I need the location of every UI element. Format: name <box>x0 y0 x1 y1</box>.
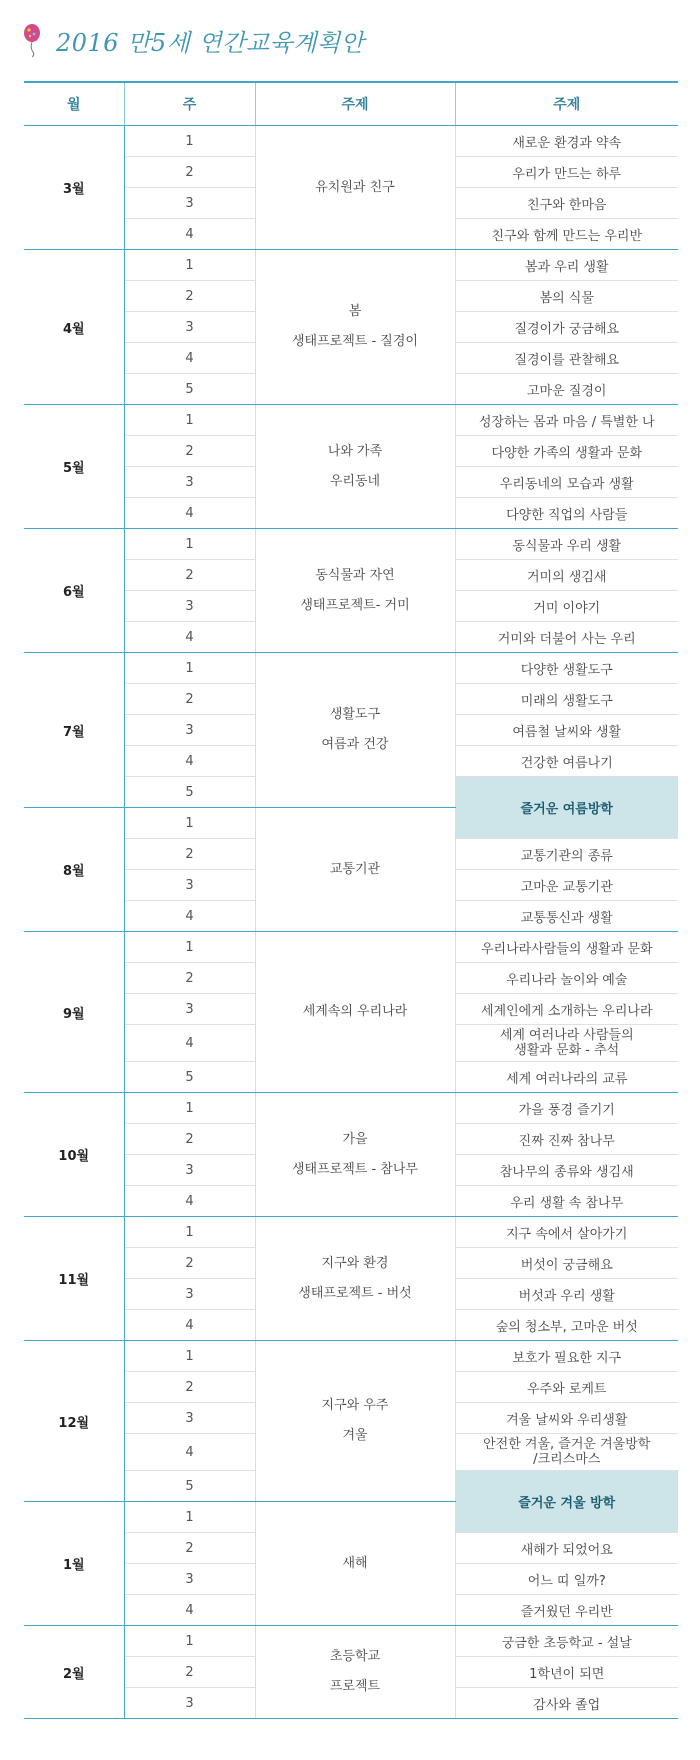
theme-cell <box>255 1217 455 1341</box>
topic-cell: 건강한 여름나기 <box>455 746 678 777</box>
topic-cell: 버섯과 우리 생활 <box>455 1279 678 1310</box>
topic-cell: 1학년이 되면 <box>455 1657 678 1688</box>
week-cell: 3 <box>124 1155 255 1186</box>
week-cell: 3 <box>124 591 255 622</box>
table-body <box>24 126 678 1719</box>
week-cell: 2 <box>124 839 255 870</box>
week-cell: 1 <box>124 250 255 281</box>
vacation-topic-cell: 즐거운 여름방학 <box>455 777 678 839</box>
month-cell: 6월 <box>24 529 124 653</box>
topic-cell: 어느 띠 일까? <box>455 1564 678 1595</box>
week-cell: 2 <box>124 560 255 591</box>
topic-cell: 봄의 식물 <box>455 281 678 312</box>
theme-cell <box>255 1626 455 1719</box>
topic-cell: 세계인에게 소개하는 우리나라 <box>455 994 678 1025</box>
theme-line: 우리동네 <box>329 473 381 489</box>
topic-cell: 여름철 날씨와 생활 <box>455 715 678 746</box>
week-cell: 4 <box>124 746 255 777</box>
topic-line: /크리스마스 <box>533 1452 601 1467</box>
week-cell: 3 <box>124 870 255 901</box>
table-row <box>24 1341 678 1372</box>
week-cell: 1 <box>124 932 255 963</box>
page-header <box>20 20 364 60</box>
week-cell: 3 <box>124 994 255 1025</box>
topic-cell: 궁금한 초등학교 - 설날 <box>455 1626 678 1657</box>
annual-plan-table <box>24 81 678 1719</box>
topic-cell: 우리동네의 모습과 생활 <box>455 467 678 498</box>
week-cell: 4 <box>124 498 255 529</box>
table-header-row <box>24 82 678 126</box>
week-cell: 4 <box>124 1595 255 1626</box>
topic-cell: 친구와 한마음 <box>455 188 678 219</box>
topic-cell: 고마운 교통기관 <box>455 870 678 901</box>
week-cell: 1 <box>124 1217 255 1248</box>
topic-cell: 지구 속에서 살아가기 <box>455 1217 678 1248</box>
week-cell: 3 <box>124 467 255 498</box>
theme-line: 나와 가족 <box>327 443 383 459</box>
theme-cell <box>255 653 455 808</box>
theme-line: 지구와 우주 <box>321 1398 389 1413</box>
topic-cell <box>455 1025 678 1062</box>
week-cell: 5 <box>124 1062 255 1093</box>
theme-cell <box>255 405 455 529</box>
topic-cell: 봄과 우리 생활 <box>455 250 678 281</box>
week-cell: 2 <box>124 281 255 312</box>
table-row <box>24 1626 678 1657</box>
topic-cell: 새해가 되었어요 <box>455 1533 678 1564</box>
week-cell: 4 <box>124 1310 255 1341</box>
week-cell: 3 <box>124 1688 255 1719</box>
topic-cell: 버섯이 궁금해요 <box>455 1248 678 1279</box>
theme-line: 세계속의 우리나라 <box>302 1004 408 1019</box>
topic-cell: 교통통신과 생활 <box>455 901 678 932</box>
topic-cell: 우주와 로케트 <box>455 1372 678 1403</box>
theme-cell <box>255 250 455 405</box>
topic-cell: 우리나라 놀이와 예술 <box>455 963 678 994</box>
topic-cell: 미래의 생활도구 <box>455 684 678 715</box>
week-cell: 5 <box>124 1471 255 1502</box>
week-cell: 2 <box>124 157 255 188</box>
week-cell: 2 <box>124 1657 255 1688</box>
table-row <box>24 405 678 436</box>
week-cell: 1 <box>124 126 255 157</box>
theme-cell <box>255 126 455 250</box>
topic-cell: 가을 풍경 즐기기 <box>455 1093 678 1124</box>
topic-cell: 새로운 환경과 약속 <box>455 126 678 157</box>
topic-cell: 우리가 만드는 하루 <box>455 157 678 188</box>
theme-line: 초등학교 <box>329 1649 381 1664</box>
week-cell: 1 <box>124 1626 255 1657</box>
theme-line: 새해 <box>342 1555 368 1571</box>
week-cell: 1 <box>124 405 255 436</box>
month-cell: 3월 <box>24 126 124 250</box>
month-cell: 12월 <box>24 1341 124 1502</box>
topic-cell: 다양한 생활도구 <box>455 653 678 684</box>
month-cell: 1월 <box>24 1502 124 1626</box>
week-cell: 3 <box>124 1403 255 1434</box>
topic-cell: 거미의 생김새 <box>455 560 678 591</box>
theme-cell <box>255 529 455 653</box>
week-cell: 1 <box>124 653 255 684</box>
topic-cell: 교통기관의 종류 <box>455 839 678 870</box>
week-cell: 1 <box>124 1341 255 1372</box>
table-row <box>24 529 678 560</box>
week-cell: 2 <box>124 1124 255 1155</box>
theme-cell <box>255 932 455 1093</box>
month-cell: 10월 <box>24 1093 124 1217</box>
week-cell: 4 <box>124 1434 255 1471</box>
week-cell: 3 <box>124 1564 255 1595</box>
month-cell: 8월 <box>24 808 124 932</box>
theme-line: 프로젝트 <box>329 1679 381 1694</box>
topic-cell: 다양한 직업의 사람들 <box>455 498 678 529</box>
topic-cell: 숲의 청소부, 고마운 버섯 <box>455 1310 678 1341</box>
table-row <box>24 653 678 684</box>
theme-cell <box>255 1502 455 1626</box>
column-header-month: 월 <box>24 82 124 126</box>
theme-line: 생태프로젝트 - 참나무 <box>292 1161 418 1177</box>
week-cell: 3 <box>124 715 255 746</box>
topic-cell: 다양한 가족의 생활과 문화 <box>455 436 678 467</box>
theme-line: 유치원과 친구 <box>315 179 395 195</box>
week-cell: 2 <box>124 436 255 467</box>
week-cell: 5 <box>124 374 255 405</box>
topic-cell: 진짜 진짜 참나무 <box>455 1124 678 1155</box>
topic-cell: 친구와 함께 만드는 우리반 <box>455 219 678 250</box>
theme-line: 지구와 환경 <box>321 1255 389 1271</box>
topic-cell: 보호가 필요한 지구 <box>455 1341 678 1372</box>
theme-cell <box>255 808 455 932</box>
week-cell: 2 <box>124 963 255 994</box>
week-cell: 1 <box>124 808 255 839</box>
week-cell: 4 <box>124 1025 255 1062</box>
month-cell: 7월 <box>24 653 124 808</box>
theme-line: 생태프로젝트- 거미 <box>300 597 410 613</box>
theme-line: 여름과 건강 <box>321 737 389 752</box>
month-cell: 2월 <box>24 1626 124 1719</box>
theme-line: 동식물과 자연 <box>315 567 395 583</box>
table-row <box>24 126 678 157</box>
page-title: 2016 만5세 연간교육계획안 <box>56 28 365 57</box>
week-cell: 2 <box>124 1533 255 1564</box>
topic-cell: 겨울 날씨와 우리생활 <box>455 1403 678 1434</box>
week-cell: 2 <box>124 684 255 715</box>
topic-cell: 우리나라사람들의 생활과 문화 <box>455 932 678 963</box>
month-cell: 9월 <box>24 932 124 1093</box>
week-cell: 2 <box>124 1372 255 1403</box>
month-cell: 5월 <box>24 405 124 529</box>
topic-cell: 세계 여러나라의 교류 <box>455 1062 678 1093</box>
theme-cell <box>255 1093 455 1217</box>
topic-cell: 질경이가 궁금해요 <box>455 312 678 343</box>
theme-line: 생활도구 <box>329 707 381 722</box>
week-cell: 1 <box>124 529 255 560</box>
table-row <box>24 1217 678 1248</box>
theme-line: 생태프로젝트 - 버섯 <box>298 1285 412 1301</box>
topic-line: 세계 여러나라 사람들의 <box>499 1028 634 1043</box>
column-header-week: 주 <box>124 82 255 126</box>
balloon-icon <box>20 22 44 58</box>
column-header-topic: 주제 <box>455 82 678 126</box>
table-row <box>24 932 678 963</box>
topic-cell: 고마운 질경이 <box>455 374 678 405</box>
topic-cell: 감사와 졸업 <box>455 1688 678 1719</box>
topic-cell: 동식물과 우리 생활 <box>455 529 678 560</box>
topic-cell: 질경이를 관찰해요 <box>455 343 678 374</box>
week-cell: 4 <box>124 901 255 932</box>
week-cell: 1 <box>124 1093 255 1124</box>
topic-cell: 거미와 더불어 사는 우리 <box>455 622 678 653</box>
theme-line: 생태프로젝트 - 질경이 <box>292 334 418 349</box>
month-cell: 4월 <box>24 250 124 405</box>
theme-line: 교통기관 <box>329 861 381 877</box>
week-cell: 4 <box>124 343 255 374</box>
theme-line: 봄 <box>348 304 362 319</box>
week-cell: 4 <box>124 219 255 250</box>
week-cell: 2 <box>124 1248 255 1279</box>
week-cell: 3 <box>124 1279 255 1310</box>
topic-cell: 우리 생활 속 참나무 <box>455 1186 678 1217</box>
topic-cell: 참나무의 종류와 생김새 <box>455 1155 678 1186</box>
month-cell: 11월 <box>24 1217 124 1341</box>
theme-line: 가을 <box>342 1131 368 1147</box>
topic-cell: 성장하는 몸과 마음 / 특별한 나 <box>455 405 678 436</box>
topic-cell <box>455 1434 678 1471</box>
theme-line: 겨울 <box>342 1428 368 1443</box>
week-cell: 5 <box>124 777 255 808</box>
week-cell: 3 <box>124 312 255 343</box>
topic-line: 안전한 겨울, 즐거운 겨울방학 <box>483 1437 651 1452</box>
week-cell: 4 <box>124 622 255 653</box>
week-cell: 3 <box>124 188 255 219</box>
topic-line: 생활과 문화 - 추석 <box>514 1043 620 1058</box>
column-header-theme: 주제 <box>255 82 455 126</box>
week-cell: 1 <box>124 1502 255 1533</box>
table-row <box>24 1093 678 1124</box>
theme-cell <box>255 1341 455 1502</box>
table-row <box>24 250 678 281</box>
vacation-topic-cell: 즐거운 겨울 방학 <box>455 1471 678 1533</box>
week-cell: 4 <box>124 1186 255 1217</box>
topic-cell: 즐거웠던 우리반 <box>455 1595 678 1626</box>
topic-cell: 거미 이야기 <box>455 591 678 622</box>
